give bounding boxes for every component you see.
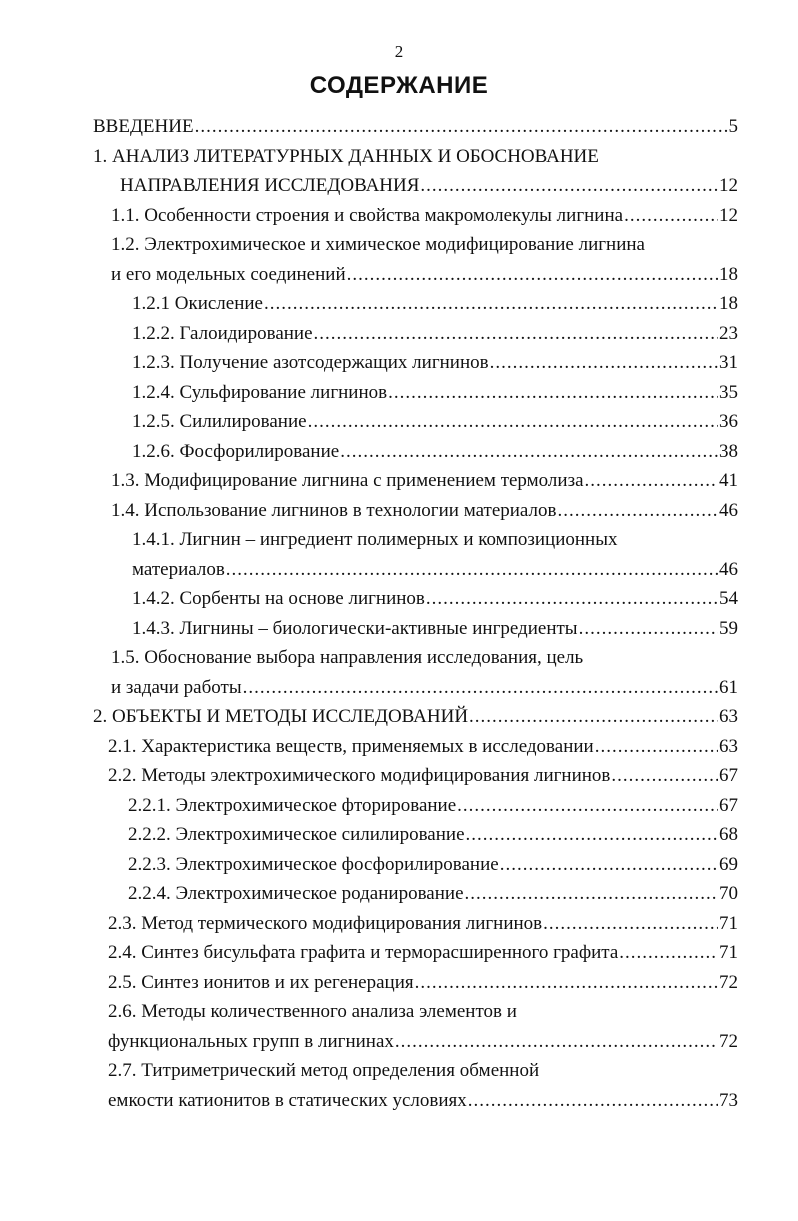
- toc-entry-page: 61: [719, 676, 738, 698]
- toc-entry-page: 12: [719, 204, 738, 226]
- toc-entry-page: 5: [728, 116, 738, 137]
- toc-entry-page: 73: [719, 1089, 738, 1111]
- toc-entry-page: 46: [719, 558, 738, 580]
- toc-entry-label: ВВЕДЕНИЕ: [93, 116, 194, 137]
- toc-entry-label: 1.2. Электрохимическое и химическое модифицирование лигнина: [111, 234, 645, 255]
- toc-entry-label: 1.2.4. Сульфирование лигнинов: [132, 381, 388, 403]
- toc-leader-dots: [264, 289, 718, 319]
- toc-entry: [0, 909, 798, 939]
- toc-entry-label: функциональных групп в лигнинах: [108, 1030, 394, 1052]
- toc-leader-dots: [395, 1027, 718, 1057]
- toc-entry-label: НАПРАВЛЕНИЯ ИССЛЕДОВАНИЯ: [120, 175, 420, 196]
- toc-entry-label: 1.2.6. Фосфорилирование: [132, 440, 340, 462]
- toc-entry: [0, 761, 798, 791]
- toc-entry: [0, 938, 798, 968]
- toc-entry-label: 1.2.3. Получение азотсодержащих лигнинов: [132, 352, 489, 373]
- toc-entry: [0, 230, 798, 260]
- toc-entry-label: 1.4.3. Лигнины – биологически-активные ингредиенты: [132, 617, 578, 639]
- toc-leader-dots: [624, 201, 718, 231]
- toc-leader-dots: [314, 319, 718, 349]
- toc-entry-label: и задачи работы: [111, 676, 242, 698]
- toc-entry: [0, 968, 798, 998]
- toc-entry-page: 35: [719, 381, 738, 403]
- toc-leader-dots: [500, 850, 718, 880]
- toc-entry-label: 1.2.1 Окисление: [132, 293, 263, 314]
- toc-leader-dots: [595, 732, 718, 762]
- toc-leader-dots: [415, 968, 718, 998]
- toc-entry-label: 1.1. Особенности строения и свойства макромолекулы лигнина: [111, 204, 624, 226]
- toc-entry-label: 2. ОБЪЕКТЫ И МЕТОДЫ ИССЛЕДОВАНИЙ: [93, 706, 469, 727]
- toc-entry: [0, 879, 798, 909]
- toc-leader-dots: [195, 112, 728, 142]
- toc-entry: [0, 1056, 798, 1086]
- toc-entry-label: 1.4.2. Сорбенты на основе лигнинов: [132, 588, 425, 609]
- page-number: 2: [394, 42, 404, 61]
- toc-entry-page: 12: [719, 175, 738, 196]
- toc-entry: [0, 289, 798, 319]
- toc-entry-page: 63: [719, 706, 738, 727]
- toc-entry-page: 41: [719, 470, 738, 491]
- toc-entry-page: 63: [719, 735, 738, 757]
- toc-leader-dots: [611, 761, 718, 791]
- toc-leader-dots: [243, 673, 718, 703]
- page-title: СОДЕРЖАНИЕ: [309, 72, 489, 99]
- toc-entry-label: 2.3. Метод термического модифицирования лигнинов: [108, 912, 543, 934]
- toc-entry: [0, 555, 798, 585]
- toc-entry: [0, 584, 798, 614]
- toc-entry: [0, 407, 798, 437]
- toc-entry: [0, 466, 798, 496]
- toc-entry: [0, 525, 798, 555]
- toc-entry-page: 23: [719, 322, 738, 344]
- toc-entry: [0, 171, 798, 201]
- toc-entry-label: 1.2.5. Силилирование: [132, 411, 307, 432]
- toc-entry-label: 1.2.2. Галоидирование: [132, 322, 313, 344]
- table-of-contents: [0, 112, 798, 1115]
- toc-entry-page: 68: [719, 824, 738, 845]
- toc-entry: [0, 201, 798, 231]
- toc-entry-page: 36: [719, 411, 738, 432]
- toc-leader-dots: [557, 496, 718, 526]
- toc-entry-page: 31: [719, 352, 738, 373]
- toc-leader-dots: [340, 437, 718, 467]
- toc-entry-label: 2.2. Методы электрохимического модифицирования лигнинов: [108, 765, 611, 786]
- toc-entry-label: 2.6. Методы количественного анализа элементов и: [108, 1001, 517, 1022]
- toc-leader-dots: [543, 909, 718, 939]
- toc-leader-dots: [466, 820, 718, 850]
- toc-leader-dots: [420, 171, 718, 201]
- toc-entry: [0, 142, 798, 172]
- toc-entry: [0, 260, 798, 290]
- toc-leader-dots: [585, 466, 718, 496]
- toc-entry-label: 2.2.1. Электрохимическое фторирование: [128, 794, 457, 816]
- toc-entry: [0, 1086, 798, 1116]
- toc-entry-page: 18: [719, 293, 738, 314]
- toc-leader-dots: [308, 407, 718, 437]
- toc-leader-dots: [388, 378, 718, 408]
- toc-entry-page: 69: [719, 853, 738, 875]
- toc-entry: [0, 791, 798, 821]
- toc-leader-dots: [579, 614, 718, 644]
- toc-entry: [0, 437, 798, 467]
- toc-entry-label: 1. АНАЛИЗ ЛИТЕРАТУРНЫХ ДАННЫХ И ОБОСНОВАНИЕ: [93, 145, 599, 167]
- toc-entry: [0, 319, 798, 349]
- toc-entry: [0, 732, 798, 762]
- toc-entry: [0, 673, 798, 703]
- toc-leader-dots: [457, 791, 718, 821]
- toc-entry: [0, 820, 798, 850]
- toc-entry: [0, 1027, 798, 1057]
- toc-leader-dots: [469, 702, 718, 732]
- toc-entry-page: 72: [719, 1030, 738, 1052]
- toc-entry-page: 67: [719, 765, 738, 786]
- toc-entry-label: емкости катионитов в статических условиях: [108, 1089, 467, 1111]
- toc-leader-dots: [468, 1086, 718, 1116]
- toc-entry-label: 1.4.1. Лигнин – ингредиент полимерных и композиционных: [132, 529, 618, 550]
- toc-entry: [0, 702, 798, 732]
- toc-entry-page: 72: [719, 971, 738, 993]
- toc-entry: [0, 496, 798, 526]
- toc-leader-dots: [347, 260, 718, 290]
- toc-entry: [0, 850, 798, 880]
- toc-entry-page: 71: [719, 942, 738, 963]
- toc-entry-label: 2.5. Синтез ионитов и их регенерация: [108, 971, 414, 993]
- toc-entry-label: и его модельных соединений: [111, 263, 346, 285]
- toc-entry-label: 1.5. Обоснование выбора направления исследования, цель: [111, 647, 584, 668]
- toc-leader-dots: [426, 584, 718, 614]
- toc-entry-page: 18: [719, 263, 738, 285]
- toc-entry-label: 1.3. Модифицирование лигнина с применением термолиза: [111, 470, 584, 491]
- toc-entry-label: 2.2.4. Электрохимическое роданирование: [128, 883, 464, 904]
- toc-entry: [0, 112, 798, 142]
- toc-leader-dots: [490, 348, 718, 378]
- toc-entry-page: 59: [719, 617, 738, 639]
- toc-entry-label: 2.2.2. Электрохимическое силилирование: [128, 824, 465, 845]
- toc-entry-label: материалов: [132, 558, 225, 580]
- toc-entry-page: 38: [719, 440, 738, 462]
- toc-entry-label: 2.1. Характеристика веществ, применяемых в исследовании: [108, 735, 594, 757]
- toc-entry: [0, 997, 798, 1027]
- toc-leader-dots: [465, 879, 719, 909]
- toc-entry: [0, 614, 798, 644]
- toc-entry: [0, 348, 798, 378]
- toc-entry-label: 2.2.3. Электрохимическое фосфорилирование: [128, 853, 499, 875]
- toc-entry-page: 46: [719, 499, 738, 521]
- toc-entry-label: 2.7. Титриметрический метод определения обменной: [108, 1060, 540, 1081]
- toc-entry: [0, 378, 798, 408]
- toc-entry-page: 70: [719, 883, 738, 904]
- toc-entry-label: 1.4. Использование лигнинов в технологии материалов: [111, 499, 557, 521]
- toc-entry-page: 67: [719, 794, 738, 816]
- toc-entry-page: 54: [719, 588, 738, 609]
- toc-entry-label: 2.4. Синтез бисульфата графита и терморасширенного графита: [108, 942, 619, 963]
- toc-entry: [0, 643, 798, 673]
- toc-entry-page: 71: [719, 912, 738, 934]
- toc-leader-dots: [619, 938, 718, 968]
- toc-leader-dots: [226, 555, 718, 585]
